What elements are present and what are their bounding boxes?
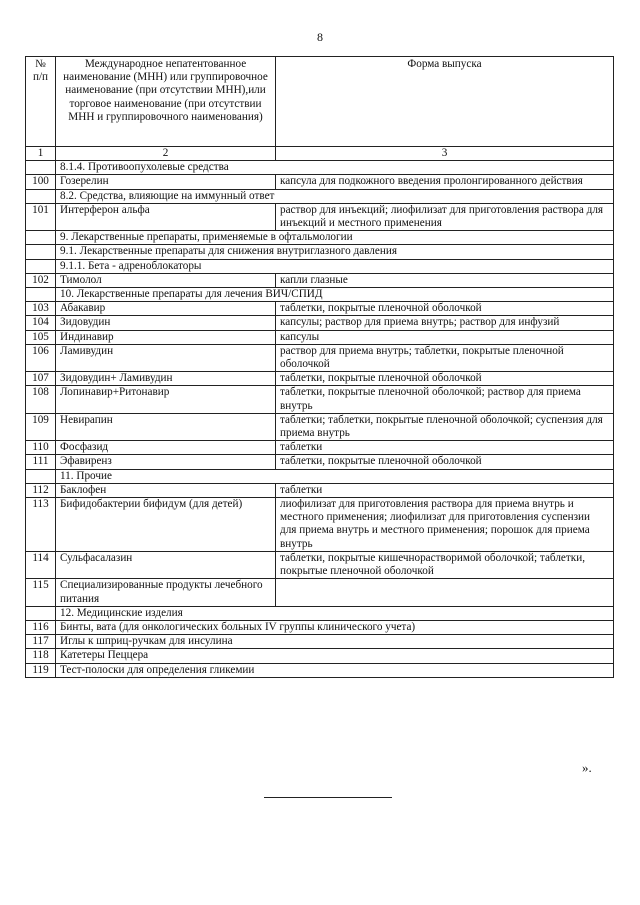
table-row xyxy=(26,649,614,663)
row-number: 104 xyxy=(26,316,56,330)
section-title: 12. Медицинские изделия xyxy=(56,606,614,620)
section-row xyxy=(26,288,614,302)
release-form: капсулы; раствор для приема внутрь; раствор для инфузий xyxy=(276,316,614,330)
item-name: Тест-полоски для определения гликемии xyxy=(56,663,614,677)
table-row xyxy=(26,663,614,677)
row-number-empty xyxy=(26,606,56,620)
drug-name: Ламивудин xyxy=(56,344,276,371)
row-number: 105 xyxy=(26,330,56,344)
section-title: 9. Лекарственные препараты, применяемые в офтальмологии xyxy=(56,231,614,245)
header-name: Международное непатентованное наименование (МНН) или группировочное наименование (при отсутствии МНН),или торговое наименование (при отсутствии МНН и группировочного наименования) xyxy=(56,57,276,147)
row-number-empty xyxy=(26,189,56,203)
table-body xyxy=(26,161,614,678)
section-row xyxy=(26,231,614,245)
release-form: таблетки, покрытые пленочной оболочкой; раствор для приема внутрь xyxy=(276,386,614,413)
table-row xyxy=(26,635,614,649)
table-row xyxy=(26,441,614,455)
row-number-empty xyxy=(26,259,56,273)
drug-name: Гозерелин xyxy=(56,175,276,189)
table-row xyxy=(26,413,614,440)
item-name: Иглы к шприц-ручкам для инсулина xyxy=(56,635,614,649)
closing-quote: ». xyxy=(582,760,592,775)
row-number: 101 xyxy=(26,203,56,230)
section-title: 10. Лекарственные препараты для лечения ВИЧ/СПИД xyxy=(56,288,614,302)
table-row xyxy=(26,455,614,469)
section-row xyxy=(26,469,614,483)
table-row xyxy=(26,386,614,413)
column-index: 1 xyxy=(26,147,56,161)
release-form: лиофилизат для приготовления раствора для приема внутрь и местного применения; лиофилизат для приготовления суспензии для приема внутрь и местного применения; порошок для приема внутрь xyxy=(276,498,614,552)
release-form: раствор для приема внутрь; таблетки, покрытые пленочной оболочкой xyxy=(276,344,614,371)
table-row xyxy=(26,316,614,330)
row-number: 116 xyxy=(26,620,56,634)
row-number-empty xyxy=(26,245,56,259)
section-row xyxy=(26,245,614,259)
row-number: 112 xyxy=(26,483,56,497)
release-form: таблетки, покрытые пленочной оболочкой xyxy=(276,372,614,386)
row-number: 118 xyxy=(26,649,56,663)
drug-name: Невирапин xyxy=(56,413,276,440)
release-form: таблетки xyxy=(276,483,614,497)
header-form: Форма выпуска xyxy=(276,57,614,147)
drug-name: Баклофен xyxy=(56,483,276,497)
table-row xyxy=(26,175,614,189)
section-title: 9.1.1. Бета - адреноблокаторы xyxy=(56,259,614,273)
table-header-row xyxy=(26,57,614,147)
row-number: 107 xyxy=(26,372,56,386)
drug-name: Интерферон альфа xyxy=(56,203,276,230)
drug-name: Индинавир xyxy=(56,330,276,344)
table-row xyxy=(26,551,614,578)
release-form: капсула для подкожного введения пролонгированного действия xyxy=(276,175,614,189)
release-form: раствор для инъекций; лиофилизат для приготовления раствора для инъекций и местного применения xyxy=(276,203,614,230)
section-row xyxy=(26,161,614,175)
row-number: 115 xyxy=(26,579,56,606)
drug-name: Абакавир xyxy=(56,302,276,316)
release-form: таблетки xyxy=(276,441,614,455)
footer-divider xyxy=(264,797,392,798)
release-form: таблетки, покрытые пленочной оболочкой xyxy=(276,302,614,316)
row-number: 100 xyxy=(26,175,56,189)
row-number: 102 xyxy=(26,273,56,287)
table-row xyxy=(26,302,614,316)
table-row xyxy=(26,203,614,230)
drug-name: Сульфасалазин xyxy=(56,551,276,578)
drug-name: Лопинавир+Ритонавир xyxy=(56,386,276,413)
release-form: капсулы xyxy=(276,330,614,344)
row-number-empty xyxy=(26,231,56,245)
table-row xyxy=(26,483,614,497)
row-number: 111 xyxy=(26,455,56,469)
row-number: 113 xyxy=(26,498,56,552)
column-index: 2 xyxy=(56,147,276,161)
table-row xyxy=(26,273,614,287)
table-row xyxy=(26,498,614,552)
page-number: 8 xyxy=(317,30,323,44)
section-row xyxy=(26,189,614,203)
table-row xyxy=(26,330,614,344)
drug-name: Фосфазид xyxy=(56,441,276,455)
drug-name: Тимолол xyxy=(56,273,276,287)
drug-name: Зидовудин xyxy=(56,316,276,330)
row-number: 108 xyxy=(26,386,56,413)
table-row xyxy=(26,579,614,606)
table-row xyxy=(26,344,614,371)
drug-name: Бифидобактерии бифидум (для детей) xyxy=(56,498,276,552)
column-index-row xyxy=(26,147,614,161)
row-number: 110 xyxy=(26,441,56,455)
row-number: 103 xyxy=(26,302,56,316)
section-title: 8.2. Средства, влияющие на иммунный ответ xyxy=(56,189,614,203)
section-row xyxy=(26,606,614,620)
drug-name: Эфавиренз xyxy=(56,455,276,469)
header-number: № п/п xyxy=(26,57,56,147)
drug-list-table xyxy=(25,56,614,678)
release-form xyxy=(276,579,614,606)
row-number: 114 xyxy=(26,551,56,578)
release-form: таблетки, покрытые кишечнорастворимой оболочкой; таблетки, покрытые пленочной оболочкой xyxy=(276,551,614,578)
release-form: таблетки; таблетки, покрытые пленочной оболочкой; суспензия для приема внутрь xyxy=(276,413,614,440)
section-title: 11. Прочие xyxy=(56,469,614,483)
row-number-empty xyxy=(26,161,56,175)
table-row xyxy=(26,372,614,386)
drug-name: Зидовудин+ Ламивудин xyxy=(56,372,276,386)
row-number: 119 xyxy=(26,663,56,677)
item-name: Бинты, вата (для онкологических больных IV группы клинического учета) xyxy=(56,620,614,634)
row-number: 106 xyxy=(26,344,56,371)
release-form: таблетки, покрытые пленочной оболочкой xyxy=(276,455,614,469)
item-name: Катетеры Пеццера xyxy=(56,649,614,663)
row-number: 109 xyxy=(26,413,56,440)
table-row xyxy=(26,620,614,634)
section-title: 9.1. Лекарственные препараты для снижения внутриглазного давления xyxy=(56,245,614,259)
row-number: 117 xyxy=(26,635,56,649)
row-number-empty xyxy=(26,469,56,483)
column-index: 3 xyxy=(276,147,614,161)
row-number-empty xyxy=(26,288,56,302)
section-title: 8.1.4. Противоопухолевые средства xyxy=(56,161,614,175)
release-form: капли глазные xyxy=(276,273,614,287)
drug-name: Специализированные продукты лечебного питания xyxy=(56,579,276,606)
section-row xyxy=(26,259,614,273)
